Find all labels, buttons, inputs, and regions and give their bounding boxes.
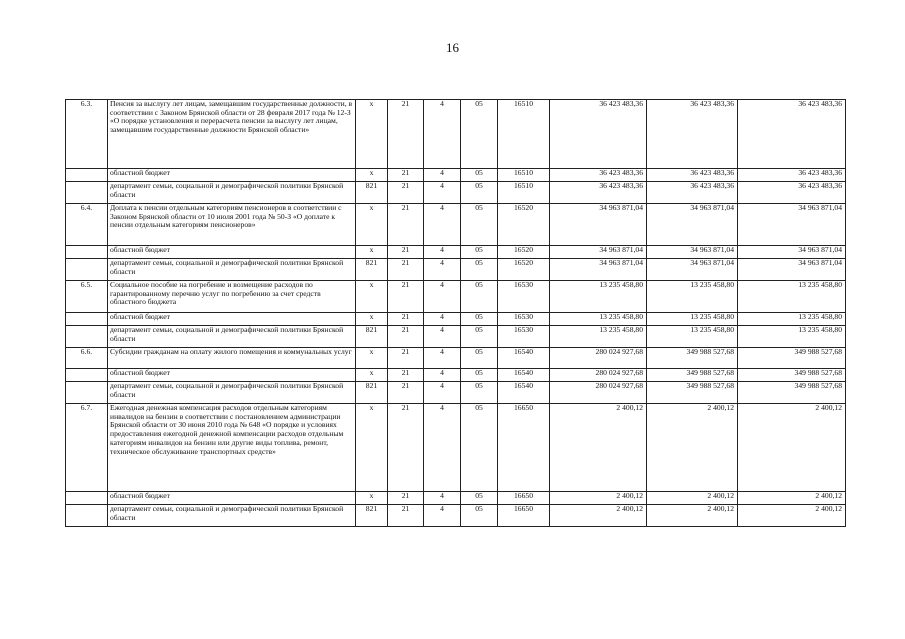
program-cell: 05 [461, 182, 498, 204]
row-description: департамент семьи, социальной и демографической политики Брянской области [108, 382, 356, 404]
subsection-cell: 4 [424, 259, 461, 281]
row-number: 6.5. [66, 281, 108, 313]
section-cell: 21 [388, 348, 424, 369]
amount-3-cell: 13 235 458,80 [738, 326, 846, 348]
subsection-cell: 4 [424, 281, 461, 313]
code-cell: х [356, 369, 388, 382]
direction-cell: 16540 [498, 369, 550, 382]
direction-cell: 16530 [498, 281, 550, 313]
direction-cell: 16540 [498, 382, 550, 404]
amount-2-cell: 13 235 458,80 [647, 313, 738, 326]
section-cell: 21 [388, 369, 424, 382]
amount-1-cell: 36 423 483,36 [550, 169, 647, 182]
amount-2-cell: 13 235 458,80 [647, 281, 738, 313]
amount-1-cell: 13 235 458,80 [550, 313, 647, 326]
table-row [66, 326, 846, 348]
table-row [66, 204, 846, 246]
direction-cell: 16540 [498, 348, 550, 369]
section-cell: 21 [388, 313, 424, 326]
program-cell: 05 [461, 281, 498, 313]
section-cell: 21 [388, 182, 424, 204]
direction-cell: 16530 [498, 326, 550, 348]
row-description: департамент семьи, социальной и демографической политики Брянской области [108, 182, 356, 204]
amount-1-cell: 36 423 483,36 [550, 182, 647, 204]
table-row [66, 348, 846, 369]
row-number [66, 382, 108, 404]
amount-2-cell: 2 400,12 [647, 505, 738, 527]
row-number: 6.3. [66, 100, 108, 169]
amount-2-cell: 36 423 483,36 [647, 182, 738, 204]
amount-3-cell: 2 400,12 [738, 492, 846, 505]
table-row [66, 182, 846, 204]
program-cell: 05 [461, 404, 498, 492]
program-cell: 05 [461, 348, 498, 369]
amount-1-cell: 34 963 871,04 [550, 246, 647, 259]
code-cell: 821 [356, 382, 388, 404]
row-description: Социальное пособие на погребение и возмещение расходов по гарантированному перечню услуг по погребению за счет средств областного бюджета [108, 281, 356, 313]
amount-2-cell: 349 988 527,68 [647, 382, 738, 404]
direction-cell: 16520 [498, 204, 550, 246]
amount-2-cell: 36 423 483,36 [647, 100, 738, 169]
amount-3-cell: 34 963 871,04 [738, 246, 846, 259]
direction-cell: 16510 [498, 100, 550, 169]
row-number [66, 313, 108, 326]
subsection-cell: 4 [424, 404, 461, 492]
amount-1-cell: 280 024 927,68 [550, 369, 647, 382]
program-cell: 05 [461, 326, 498, 348]
section-cell: 21 [388, 492, 424, 505]
section-cell: 21 [388, 505, 424, 527]
code-cell: 821 [356, 182, 388, 204]
row-number: 6.4. [66, 204, 108, 246]
amount-2-cell: 349 988 527,68 [647, 348, 738, 369]
subsection-cell: 4 [424, 169, 461, 182]
direction-cell: 16510 [498, 169, 550, 182]
table-row [66, 281, 846, 313]
direction-cell: 16650 [498, 505, 550, 527]
amount-2-cell: 34 963 871,04 [647, 246, 738, 259]
table-row [66, 505, 846, 527]
amount-1-cell: 13 235 458,80 [550, 326, 647, 348]
amount-1-cell: 280 024 927,68 [550, 348, 647, 369]
amount-2-cell: 34 963 871,04 [647, 259, 738, 281]
program-cell: 05 [461, 100, 498, 169]
code-cell: 821 [356, 326, 388, 348]
program-cell: 05 [461, 259, 498, 281]
subsection-cell: 4 [424, 505, 461, 527]
row-description: областной бюджет [108, 313, 356, 326]
row-number: 6.6. [66, 348, 108, 369]
direction-cell: 16650 [498, 492, 550, 505]
amount-2-cell: 34 963 871,04 [647, 204, 738, 246]
amount-3-cell: 349 988 527,68 [738, 369, 846, 382]
amount-3-cell: 349 988 527,68 [738, 348, 846, 369]
program-cell: 05 [461, 505, 498, 527]
amount-2-cell: 2 400,12 [647, 492, 738, 505]
amount-3-cell: 13 235 458,80 [738, 281, 846, 313]
row-number [66, 505, 108, 527]
row-description: департамент семьи, социальной и демографической политики Брянской области [108, 259, 356, 281]
amount-1-cell: 2 400,12 [550, 492, 647, 505]
row-number [66, 326, 108, 348]
row-description: областной бюджет [108, 492, 356, 505]
program-cell: 05 [461, 369, 498, 382]
amount-1-cell: 280 024 927,68 [550, 382, 647, 404]
table-row [66, 369, 846, 382]
row-description: областной бюджет [108, 169, 356, 182]
amount-1-cell: 36 423 483,36 [550, 100, 647, 169]
row-description: областной бюджет [108, 369, 356, 382]
row-number [66, 492, 108, 505]
table-body [66, 100, 846, 527]
subsection-cell: 4 [424, 313, 461, 326]
section-cell: 21 [388, 169, 424, 182]
row-number [66, 259, 108, 281]
code-cell: х [356, 169, 388, 182]
section-cell: 21 [388, 326, 424, 348]
amount-1-cell: 2 400,12 [550, 505, 647, 527]
row-description: департамент семьи, социальной и демографической политики Брянской области [108, 505, 356, 527]
section-cell: 21 [388, 246, 424, 259]
amount-3-cell: 34 963 871,04 [738, 259, 846, 281]
code-cell: х [356, 281, 388, 313]
direction-cell: 16530 [498, 313, 550, 326]
table-row [66, 382, 846, 404]
section-cell: 21 [388, 382, 424, 404]
amount-2-cell: 349 988 527,68 [647, 369, 738, 382]
amount-2-cell: 36 423 483,36 [647, 169, 738, 182]
code-cell: х [356, 204, 388, 246]
table-row [66, 246, 846, 259]
amount-3-cell: 36 423 483,36 [738, 169, 846, 182]
amount-2-cell: 2 400,12 [647, 404, 738, 492]
amount-1-cell: 13 235 458,80 [550, 281, 647, 313]
page-number: 16 [446, 40, 459, 55]
subsection-cell: 4 [424, 492, 461, 505]
program-cell: 05 [461, 246, 498, 259]
code-cell: х [356, 100, 388, 169]
code-cell: 821 [356, 259, 388, 281]
table-row [66, 404, 846, 492]
program-cell: 05 [461, 492, 498, 505]
direction-cell: 16650 [498, 404, 550, 492]
amount-3-cell: 2 400,12 [738, 505, 846, 527]
row-number [66, 182, 108, 204]
direction-cell: 16510 [498, 182, 550, 204]
amount-3-cell: 36 423 483,36 [738, 100, 846, 169]
code-cell: х [356, 404, 388, 492]
row-description: Доплата к пенсии отдельным категориям пенсионеров в соответствии с Законом Брянской области от 10 июля 2001 года № 50-З «О доплате к пенсии отдельным категориям пенсионеров» [108, 204, 356, 246]
table-row [66, 313, 846, 326]
row-description: Пенсия за выслугу лет лицам, замещавшим государственные должности, в соответствии с Законом Брянской области от 28 февраля 2017 года № 12-З «О порядке установления и перерасчета пенсии за выслугу лет лицам, замещавшим государственные должности Брянской области» [108, 100, 356, 169]
program-cell: 05 [461, 204, 498, 246]
section-cell: 21 [388, 281, 424, 313]
code-cell: х [356, 246, 388, 259]
table-row [66, 492, 846, 505]
row-description: департамент семьи, социальной и демографической политики Брянской области [108, 326, 356, 348]
amount-3-cell: 2 400,12 [738, 404, 846, 492]
table-row [66, 259, 846, 281]
amount-3-cell: 34 963 871,04 [738, 204, 846, 246]
amount-3-cell: 13 235 458,80 [738, 313, 846, 326]
section-cell: 21 [388, 259, 424, 281]
subsection-cell: 4 [424, 246, 461, 259]
subsection-cell: 4 [424, 204, 461, 246]
section-cell: 21 [388, 204, 424, 246]
amount-1-cell: 2 400,12 [550, 404, 647, 492]
amount-2-cell: 13 235 458,80 [647, 326, 738, 348]
direction-cell: 16520 [498, 259, 550, 281]
program-cell: 05 [461, 313, 498, 326]
row-number: 6.7. [66, 404, 108, 492]
row-description: областной бюджет [108, 246, 356, 259]
subsection-cell: 4 [424, 369, 461, 382]
subsection-cell: 4 [424, 348, 461, 369]
amount-3-cell: 349 988 527,68 [738, 382, 846, 404]
subsection-cell: 4 [424, 100, 461, 169]
subsection-cell: 4 [424, 326, 461, 348]
table-row [66, 100, 846, 169]
code-cell: х [356, 492, 388, 505]
section-cell: 21 [388, 100, 424, 169]
code-cell: х [356, 348, 388, 369]
table-row [66, 169, 846, 182]
program-cell: 05 [461, 382, 498, 404]
direction-cell: 16520 [498, 246, 550, 259]
row-description: Субсидии гражданам на оплату жилого помещения и коммунальных услуг [108, 348, 356, 369]
row-number [66, 246, 108, 259]
row-number [66, 169, 108, 182]
budget-table [65, 99, 846, 527]
program-cell: 05 [461, 169, 498, 182]
subsection-cell: 4 [424, 382, 461, 404]
code-cell: х [356, 313, 388, 326]
row-description: Ежегодная денежная компенсация расходов отдельным категориям инвалидов на бензин в соответствии с постановлением администрации Брянской области от 30 июня 2010 года № 648 «О порядке и условиях предоставления ежегодной денежной компенсации расходов отдельным категориям инвалидов на бензин или другие виды топлива, ремонт, техническое обслуживание транспортных средств» [108, 404, 356, 492]
section-cell: 21 [388, 404, 424, 492]
subsection-cell: 4 [424, 182, 461, 204]
amount-3-cell: 36 423 483,36 [738, 182, 846, 204]
amount-1-cell: 34 963 871,04 [550, 259, 647, 281]
row-number [66, 369, 108, 382]
code-cell: 821 [356, 505, 388, 527]
amount-1-cell: 34 963 871,04 [550, 204, 647, 246]
